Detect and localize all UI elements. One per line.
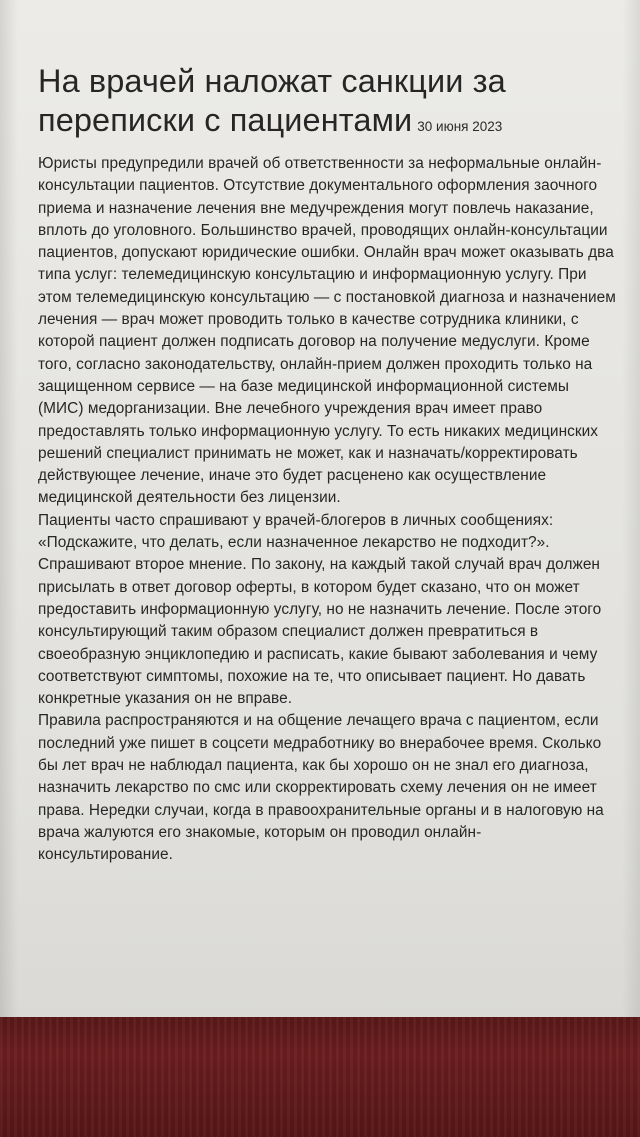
table-surface bbox=[0, 1017, 640, 1137]
article-paragraph: Правила распространяются и на общение лечащего врача с пациентом, если последний уже пишет в соцсети медработнику во внерабочее время. Сколько бы лет врач не наблюдал пациента, как бы хорошо он не знал его диагноза, назначить лекарство по смс или скорректировать схему лечения он не имеет права. Нередки случаи, когда в правоохранительные органы и в налоговую на врача жалуются его знакомые, которым он проводил онлайн-консультирование. bbox=[38, 712, 604, 864]
article-title: На врачей наложат санкции за переписки с пациентами bbox=[38, 63, 506, 138]
article-body bbox=[38, 153, 616, 867]
article-paragraph: Пациенты часто спрашивают у врачей-блогеров в личных сообщениях: «Подскажите, что делать, если назначенное лекарство не подходит?». Спрашивают второе мнение. По закону, на каждый такой случай врач должен присылать в ответ договор оферты, в котором будет сказано, что он может предоставить информационную услугу, но не назначить лечение. После этого консультирующий таким образом специалист должен превратиться в своеобразную энциклопедию и расписать, какие бывают заболевания и чему соответствуют симптомы, похожие на те, что описывает пациент. Но давать конкретные указания он не вправе. bbox=[38, 511, 602, 708]
article-paragraph: Юристы предупредили врачей об ответственности за неформальные онлайн-консультации пациентов. Отсутствие документального оформления заочного приема и назначение лечения вне медучреждения могут повлечь наказание, вплоть до уголовного. Большинство врачей, проводящих онлайн-консультации пациентов, допускают юридические ошибки. Онлайн врач может оказывать два типа услуг: телемедицинскую консультацию и информационную услугу. При этом телемедицинскую консультацию — с постановкой диагноза и назначением лечения — врач может проводить только в качестве сотрудника клиники, с которой пациент должен подписать договор на получение медуслуги. Кроме того, согласно законодательству, онлайн-прием должен проходить только на защищенном сервисе — на базе медицинской информационной системы (МИС) медорганизации. Вне лечебного учреждения врач имеет право предоставлять только информационную услугу. То есть никаких медицинских решений специалист принимать не может, как и назначать/корректировать действующее лечение, иначе это будет расценено как осуществление медицинской деятельности без лицензии. bbox=[38, 155, 616, 507]
article-date: 30 июня 2023 bbox=[417, 119, 503, 134]
article-headline bbox=[38, 62, 618, 146]
